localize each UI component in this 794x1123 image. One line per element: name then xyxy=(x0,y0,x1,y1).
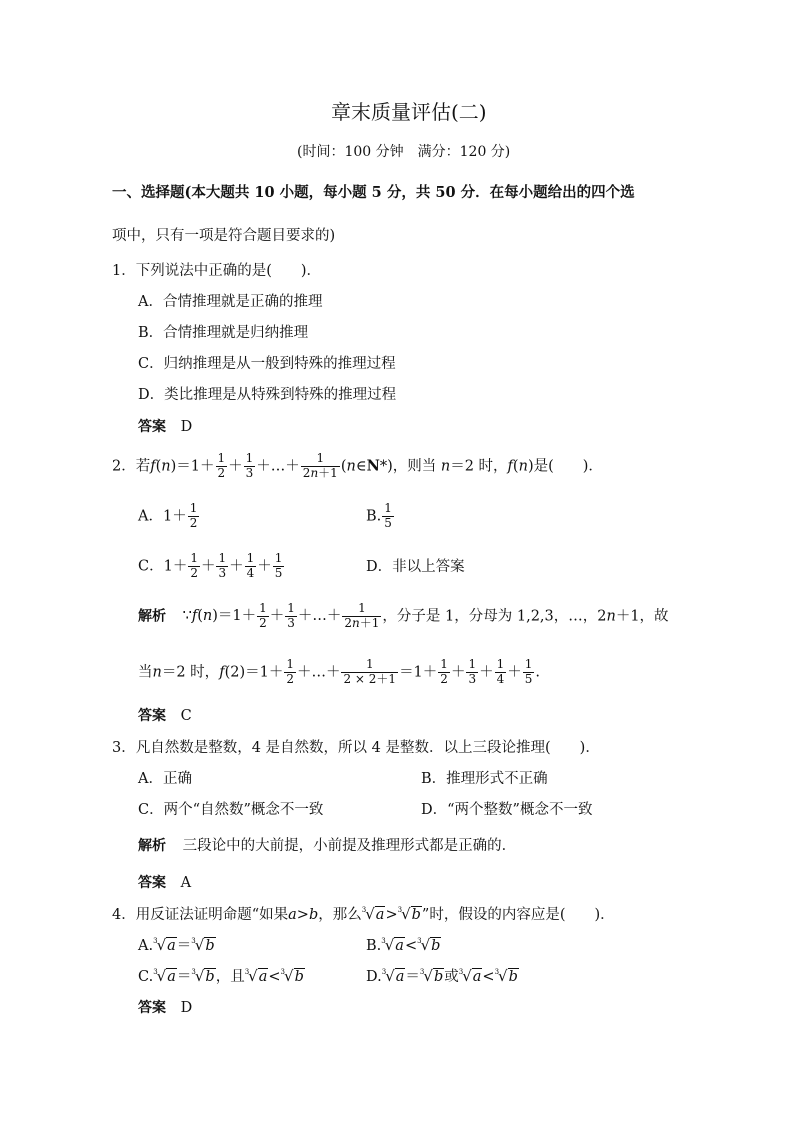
fraction: $\frac{1}{3}$ xyxy=(218,551,227,580)
cube-root: $^3$√b xyxy=(191,967,215,985)
page-subtitle: (时间：100 分钟 满分：120 分) xyxy=(297,144,511,160)
fraction: $\frac{1}{3}$ xyxy=(245,451,254,480)
fraction: $\frac{1}{3}$ xyxy=(468,657,477,686)
fraction: $\frac{1}{2 \times 2+1}$ xyxy=(343,657,397,686)
section-heading-cont: 项中，只有一项是符合题目要求的) xyxy=(112,228,336,244)
fraction: $\frac{1}{5}$ xyxy=(384,501,392,530)
q4-option-b: B.$^3$√a<$^3$√b xyxy=(366,936,441,954)
cube-root: $^3$√a xyxy=(381,936,404,954)
fraction: $\frac{1}{5}$ xyxy=(274,551,283,580)
q3-option-d: D．“两个整数”概念不一致 xyxy=(421,802,593,818)
cube-root: $^3$√b xyxy=(417,936,441,954)
analysis-label: 解析 xyxy=(138,838,166,854)
fraction: $\frac{1}{2n+1}$ xyxy=(302,451,338,480)
cube-root: $^3$√a xyxy=(153,967,176,985)
answer-label: 答案 xyxy=(138,875,166,891)
q4-option-a: A.$^3$√a＝$^3$√b xyxy=(138,936,215,954)
q1-option-d: D．类比推理是从特殊到特殊的推理过程 xyxy=(138,387,397,403)
q1-option-c: C．归纳推理是从一般到特殊的推理过程 xyxy=(138,356,396,372)
cube-root: $^3$√b xyxy=(494,967,518,985)
fraction: $\frac{1}{3}$ xyxy=(287,601,295,630)
q4-answer xyxy=(138,1001,192,1016)
answer-value: D xyxy=(180,419,193,435)
fraction: $\frac{1}{2}$ xyxy=(286,657,294,686)
cube-root: $^3$√b xyxy=(397,905,421,923)
q2-option-b: B. $\frac{1}{5}$ xyxy=(366,501,392,530)
q3-option-c: C．两个“自然数”概念不一致 xyxy=(138,802,324,818)
answer-label: 答案 xyxy=(138,419,166,435)
fraction: $\frac{1}{2}$ xyxy=(189,501,198,530)
q3-analysis: 解析 三段论中的大前提，小前提及推理形式都是正确的． xyxy=(138,838,517,854)
q2-analysis: 解析 ∵f(n)＝1＋ $\frac{1}{2}$ ＋ $\frac{1}{3}$ ＋…＋ $\frac{1}{2n+1}$ ，分子是 1，分母为 1,2,3，…，2n＋1，故 xyxy=(138,601,669,630)
q4-stem: 4．用反证法证明命题“如果a>b，那么$^3$√a>$^3$√b”时，假设的内容应是( )． xyxy=(112,905,615,923)
q4-option-c: C.$^3$√a＝$^3$√b，且$^3$√a<$^3$√b xyxy=(138,967,304,985)
answer-label: 答案 xyxy=(138,708,166,724)
q3-stem: 3．凡自然数是整数，4 是自然数，所以 4 是整数．以上三段论推理( )． xyxy=(112,740,600,756)
cube-root: $^3$√a xyxy=(153,936,176,954)
q2-option-d: D．非以上答案 xyxy=(366,559,465,575)
answer-value: C xyxy=(180,708,192,724)
cube-root: $^3$√b xyxy=(280,967,304,985)
cube-root: $^3$√b xyxy=(191,936,215,954)
q3-answer xyxy=(138,876,191,891)
q2-answer xyxy=(138,709,192,724)
section-heading: 一、选择题(本大题共 10 小题，每小题 5 分，共 50 分．在每小题给出的四个选 xyxy=(112,184,635,201)
cube-root: $^3$√a xyxy=(381,967,405,985)
q1-option-b: B．合情推理就是归纳推理 xyxy=(138,325,309,341)
cube-root: $^3$√a xyxy=(244,967,268,985)
q2-option-a: A．1＋ $\frac{1}{2}$ xyxy=(138,501,198,530)
q2-stem: 2．若f(n)＝1＋ $\frac{1}{2}$ ＋ $\frac{1}{3}$ ＋…＋ $\frac{1}{2n+1}$ (n∈N*)，则当 n＝2 时，f(n)是( )． xyxy=(112,451,603,480)
q1-stem: 1．下列说法中正确的是( )． xyxy=(112,263,322,279)
page-title: 章末质量评估(二) xyxy=(331,100,487,124)
q1-option-a: A．合情推理就是正确的推理 xyxy=(138,294,323,310)
q3-option-a: A．正确 xyxy=(138,771,192,787)
fraction: $\frac{1}{2}$ xyxy=(440,657,448,686)
q4-option-d: D.$^3$√a＝$^3$√b或$^3$√a<$^3$√b xyxy=(366,967,518,985)
q1-answer xyxy=(138,420,192,435)
answer-value: A xyxy=(180,875,192,891)
answer-value: D xyxy=(180,1000,193,1016)
fraction: $\frac{1}{2n+1}$ xyxy=(344,601,380,630)
q2-analysis-line2: 当n＝2 时，f(2)＝1＋ $\frac{1}{2}$ ＋…＋ $\frac{1}{2 \times 2+1}$ ＝1＋ $\frac{1}{2}$ ＋ $\frac{1}{3}$ ＋ $\frac{1}{4}$ ＋ $\frac{1}{5}$ . xyxy=(138,657,540,686)
q3-option-b: B．推理形式不正确 xyxy=(421,771,548,787)
fraction: $\frac{1}{2}$ xyxy=(217,451,226,480)
fraction: $\frac{1}{5}$ xyxy=(524,657,533,686)
fraction: $\frac{1}{4}$ xyxy=(246,551,255,580)
fraction: $\frac{1}{2}$ xyxy=(190,551,198,580)
cube-root: $^3$√b xyxy=(419,967,444,985)
answer-label: 答案 xyxy=(138,1000,166,1016)
q2-option-c: C．1＋ $\frac{1}{2}$ ＋ $\frac{1}{3}$ ＋ $\frac{1}{4}$ ＋ $\frac{1}{5}$ xyxy=(138,551,283,580)
analysis-label: 解析 xyxy=(138,608,166,625)
fraction: $\frac{1}{2}$ xyxy=(259,601,267,630)
cube-root: $^3$√a xyxy=(458,967,482,985)
cube-root: $^3$√a xyxy=(361,905,385,923)
fraction: $\frac{1}{4}$ xyxy=(496,657,505,686)
